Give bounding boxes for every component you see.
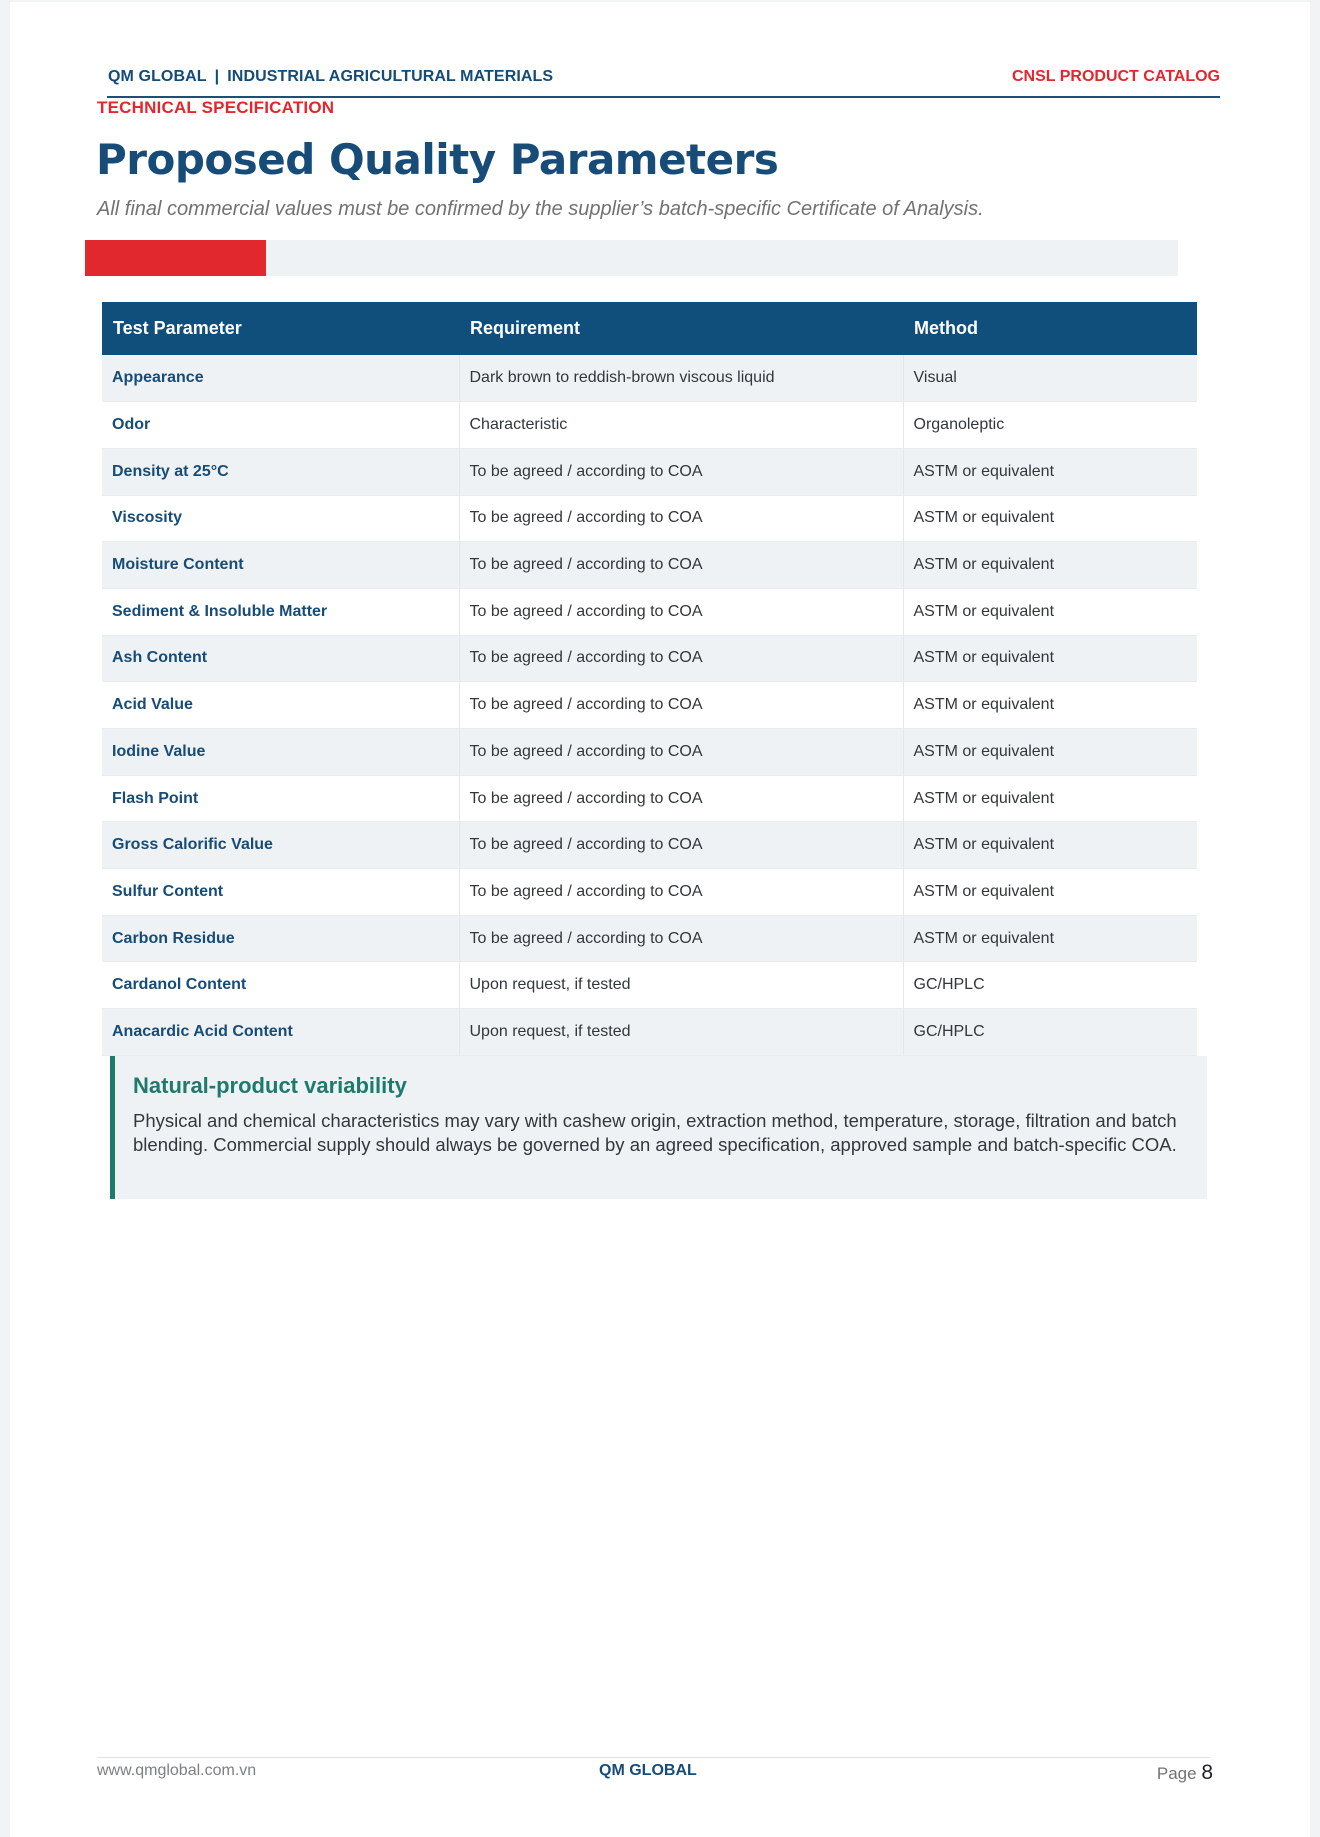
quality-parameters-table bbox=[102, 302, 1197, 1056]
table-row bbox=[102, 822, 1197, 869]
method-cell: ASTM or equivalent bbox=[903, 588, 1197, 635]
method-cell: ASTM or equivalent bbox=[903, 682, 1197, 729]
header-separator: | bbox=[214, 68, 220, 85]
footer-divider bbox=[97, 1757, 1210, 1758]
header-catalog-label: CNSL PRODUCT CATALOG bbox=[1012, 68, 1220, 85]
page-label: Page bbox=[1156, 1764, 1197, 1783]
method-cell: ASTM or equivalent bbox=[903, 775, 1197, 822]
table-row bbox=[102, 495, 1197, 542]
page-header bbox=[107, 66, 1220, 98]
requirement-cell: To be agreed / according to COA bbox=[459, 915, 903, 962]
table-row bbox=[102, 962, 1197, 1009]
method-cell: Visual bbox=[903, 355, 1197, 402]
page-subtitle: All final commercial values must be confirmed by the supplier’s batch-specific Certificate of Analysis. bbox=[97, 198, 984, 220]
table-row bbox=[102, 402, 1197, 449]
method-cell: ASTM or equivalent bbox=[903, 448, 1197, 495]
column-header-requirement: Requirement bbox=[459, 302, 903, 355]
table-row bbox=[102, 448, 1197, 495]
method-cell: ASTM or equivalent bbox=[903, 822, 1197, 869]
table-row bbox=[102, 729, 1197, 776]
requirement-cell: Characteristic bbox=[459, 402, 903, 449]
column-header-method: Method bbox=[903, 302, 1197, 355]
section-label: TECHNICAL SPECIFICATION bbox=[97, 98, 335, 117]
requirement-cell: Upon request, if tested bbox=[459, 1009, 903, 1056]
param-cell: Appearance bbox=[102, 355, 459, 402]
table-row bbox=[102, 682, 1197, 729]
footer-brand: QM GLOBAL bbox=[599, 1762, 697, 1779]
method-cell: ASTM or equivalent bbox=[903, 869, 1197, 916]
param-cell: Carbon Residue bbox=[102, 915, 459, 962]
method-cell: ASTM or equivalent bbox=[903, 542, 1197, 589]
table-row bbox=[102, 542, 1197, 589]
table-row bbox=[102, 915, 1197, 962]
requirement-cell: To be agreed / according to COA bbox=[459, 542, 903, 589]
header-brand bbox=[108, 68, 553, 86]
footer-website-link[interactable]: www.qmglobal.com.vn bbox=[97, 1762, 257, 1779]
param-cell: Sulfur Content bbox=[102, 869, 459, 916]
table-header-row bbox=[102, 302, 1197, 355]
progress-bar bbox=[85, 240, 1178, 276]
table-row bbox=[102, 355, 1197, 402]
param-cell: Viscosity bbox=[102, 495, 459, 542]
header-company: QM GLOBAL bbox=[108, 68, 207, 85]
param-cell: Anacardic Acid Content bbox=[102, 1009, 459, 1056]
method-cell: ASTM or equivalent bbox=[903, 635, 1197, 682]
requirement-cell: To be agreed / according to COA bbox=[459, 682, 903, 729]
note-body: Physical and chemical characteristics may vary with cashew origin, extraction method, temperature, storage, filtration and batch blending. Commercial supply should always be governed by an agreed specification, approved sample and batch-specific COA. bbox=[133, 1110, 1177, 1155]
param-cell: Gross Calorific Value bbox=[102, 822, 459, 869]
requirement-cell: To be agreed / according to COA bbox=[459, 729, 903, 776]
table-row bbox=[102, 635, 1197, 682]
method-cell: ASTM or equivalent bbox=[903, 729, 1197, 776]
requirement-cell: Upon request, if tested bbox=[459, 962, 903, 1009]
table-row bbox=[102, 869, 1197, 916]
param-cell: Iodine Value bbox=[102, 729, 459, 776]
param-cell: Moisture Content bbox=[102, 542, 459, 589]
requirement-cell: To be agreed / according to COA bbox=[459, 635, 903, 682]
variability-note bbox=[110, 1056, 1207, 1199]
requirement-cell: To be agreed / according to COA bbox=[459, 495, 903, 542]
method-cell: Organoleptic bbox=[903, 402, 1197, 449]
table-header bbox=[102, 302, 1197, 355]
requirement-cell: To be agreed / according to COA bbox=[459, 822, 903, 869]
table-row bbox=[102, 588, 1197, 635]
method-cell: ASTM or equivalent bbox=[903, 915, 1197, 962]
table-row bbox=[102, 1009, 1197, 1056]
header-division: INDUSTRIAL AGRICULTURAL MATERIALS bbox=[227, 68, 554, 85]
requirement-cell: Dark brown to reddish-brown viscous liquid bbox=[459, 355, 903, 402]
requirement-cell: To be agreed / according to COA bbox=[459, 869, 903, 916]
param-cell: Density at 25°C bbox=[102, 448, 459, 495]
progress-bar-fill bbox=[85, 240, 266, 276]
requirement-cell: To be agreed / according to COA bbox=[459, 775, 903, 822]
requirement-cell: To be agreed / according to COA bbox=[459, 588, 903, 635]
footer-page-indicator bbox=[1157, 1761, 1213, 1785]
param-cell: Sediment & Insoluble Matter bbox=[102, 588, 459, 635]
param-cell: Odor bbox=[102, 402, 459, 449]
table-row bbox=[102, 775, 1197, 822]
param-cell: Ash Content bbox=[102, 635, 459, 682]
param-cell: Acid Value bbox=[102, 682, 459, 729]
param-cell: Cardanol Content bbox=[102, 962, 459, 1009]
param-cell: Flash Point bbox=[102, 775, 459, 822]
table-body bbox=[102, 355, 1197, 1055]
note-title: Natural-product variability bbox=[133, 1073, 407, 1098]
method-cell: GC/HPLC bbox=[903, 1009, 1197, 1056]
method-cell: GC/HPLC bbox=[903, 962, 1197, 1009]
requirement-cell: To be agreed / according to COA bbox=[459, 448, 903, 495]
column-header-test-parameter: Test Parameter bbox=[102, 302, 459, 355]
page-number: 8 bbox=[1201, 1761, 1213, 1784]
page-title: Proposed Quality Parameters bbox=[96, 135, 779, 184]
method-cell: ASTM or equivalent bbox=[903, 495, 1197, 542]
